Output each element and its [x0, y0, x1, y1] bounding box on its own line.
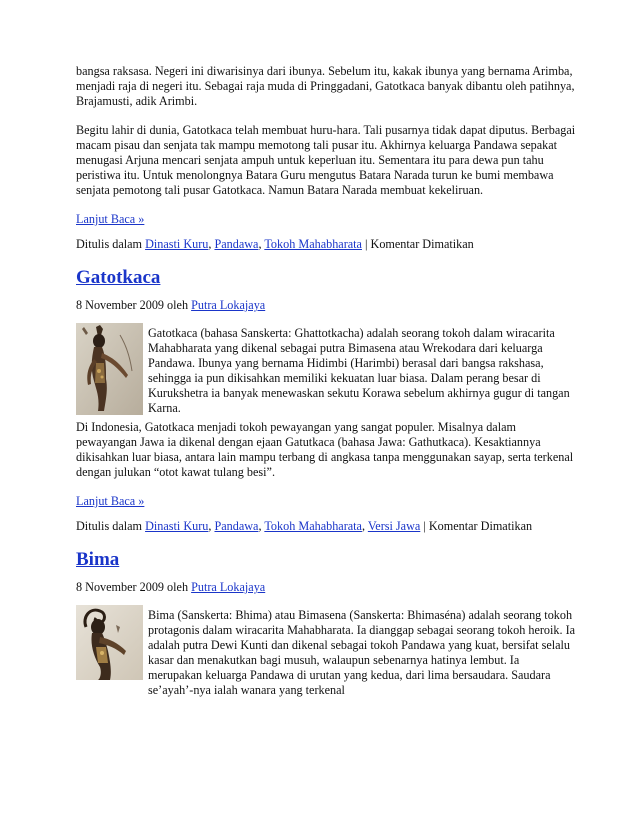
author-link[interactable]: Putra Lokajaya	[191, 580, 266, 594]
category-link-versi-jawa[interactable]: Versi Jawa	[367, 519, 421, 533]
post-footer: Ditulis dalam Dinasti Kuru, Pandawa, Tokoh Mahabharata, Versi Jawa | Komentar Dimatikan	[76, 519, 533, 533]
post-footer: Ditulis dalam Dinasti Kuru, Pandawa, Tokoh Mahabharata | Komentar Dimatikan	[76, 237, 474, 251]
category-link-pandawa[interactable]: Pandawa	[214, 519, 259, 533]
post-list	[76, 64, 576, 702]
read-more-link[interactable]: Lanjut Baca »	[76, 494, 145, 508]
post-bima	[76, 548, 576, 698]
post-date: 8 November 2009 oleh	[76, 298, 192, 312]
category-link-tokoh-mahabharata[interactable]: Tokoh Mahabharata	[264, 519, 362, 533]
intro-paragraph-2: Begitu lahir di dunia, Gatotkaca telah membuat huru-hara. Tali pusarnya tidak dapat diputus. Berbagai macam pisau dan senjata tak mampu memotong tali pusar itu. Akhirnya keluarga Pandawa sepakat menugasi Arjuna mencari senjata ampuh untuk keperluan itu. Sementara itu para dewa pun tahu peristiwa itu. Untuk menolongnya Batara Guru mengutus Batara Narada turun ke bumi membawa senjata pemotong tali pusar Gatotkaca. Namun Batara Narada membuat kekeliruan.	[76, 123, 576, 197]
category-link-dinasti-kuru[interactable]: Dinasti Kuru	[145, 237, 209, 251]
category-link-pandawa[interactable]: Pandawa	[214, 237, 259, 251]
post-gatotkaca	[76, 266, 576, 534]
post-excerpt-block	[76, 323, 576, 416]
post-title-link[interactable]: Bima	[76, 549, 120, 570]
post-excerpt: Gatotkaca (bahasa Sanskerta: Ghattotkacha) adalah seorang tokoh dalam wiracarita Mahabharata yang dikenal sebagai putra Bimasena atau Wrekodara dari keluarga Pandawa. Ibunya yang bernama Hidimbi (Harimbi) berasal dari bangsa rakshasa, sehingga ia pun dikisahkan memiliki kekuatan luar biasa. Dalam perang besar di Kurukshetra ia banyak menewaskan sekutu Korawa sebelum akhirnya gugur di tangan Karna.	[148, 326, 570, 415]
post-date: 8 November 2009 oleh	[76, 580, 192, 594]
gatotkaca-thumbnail	[76, 323, 143, 415]
post-body: Di Indonesia, Gatotkaca menjadi tokoh pewayangan yang sangat populer. Misalnya dalam pewayangan Jawa ia dikenal dengan ejaan Gatutkaca (bahasa Jawa: Gathutkaca). Kesaktiannya dikisahkan luar biasa, antara lain mampu terbang di angkasa tanpa menggunakan sayap, serta terkenal dengan julukan “otot kawat tulang besi”.	[76, 420, 574, 479]
author-link[interactable]: Putra Lokajaya	[191, 298, 266, 312]
bima-thumbnail	[76, 605, 143, 680]
category-link-dinasti-kuru[interactable]: Dinasti Kuru	[145, 519, 209, 533]
comments-status: Komentar Dimatikan	[428, 519, 533, 533]
post-excerpt: Bima (Sanskerta: Bhima) atau Bimasena (Sanskerta: Bhimaséna) adalah seorang tokoh protagonis dalam wiracarita Mahabharata. Ia dianggap sebagai seorang tokoh heroik. Ia adalah putra Dewi Kunti dan dikenal sebagai tokoh Pandawa yang kuat, bersifat selalu kasar dan menakutkan bagi musuh, walaupun sebenarnya hatinya lembut. Ia merupakan keluarga Pandawa di urutan yang kedua, dari lima bersaudara. Saudara se’ayah’-nya ialah wanara yang terkenal	[148, 608, 576, 697]
intro-paragraph-1: bangsa raksasa. Negeri ini diwarisinya dari ibunya. Sebelum itu, kakak ibunya yang bernama Arimba, menjadi raja di negeri itu. Sebagai raja muda di Pringgadani, Gatotkaca banyak dibantu oleh patihnya, Brajamusti, adik Arimbi.	[76, 64, 575, 108]
filed-label: Ditulis dalam	[76, 519, 146, 533]
wayang-bima-image	[76, 605, 143, 680]
post-title	[76, 548, 576, 572]
category-link-tokoh-mahabharata[interactable]: Tokoh Mahabharata	[264, 237, 362, 251]
post-title-link[interactable]: Gatotkaca	[76, 267, 161, 288]
post-excerpt-block	[76, 605, 576, 698]
wayang-gatotkaca-image	[76, 323, 143, 415]
post-meta	[76, 580, 576, 595]
filed-label: Ditulis dalam	[76, 237, 146, 251]
comments-status: Komentar Dimatikan	[370, 237, 474, 251]
post-title	[76, 266, 576, 290]
post-meta	[76, 298, 576, 313]
read-more-link[interactable]: Lanjut Baca »	[76, 212, 145, 226]
